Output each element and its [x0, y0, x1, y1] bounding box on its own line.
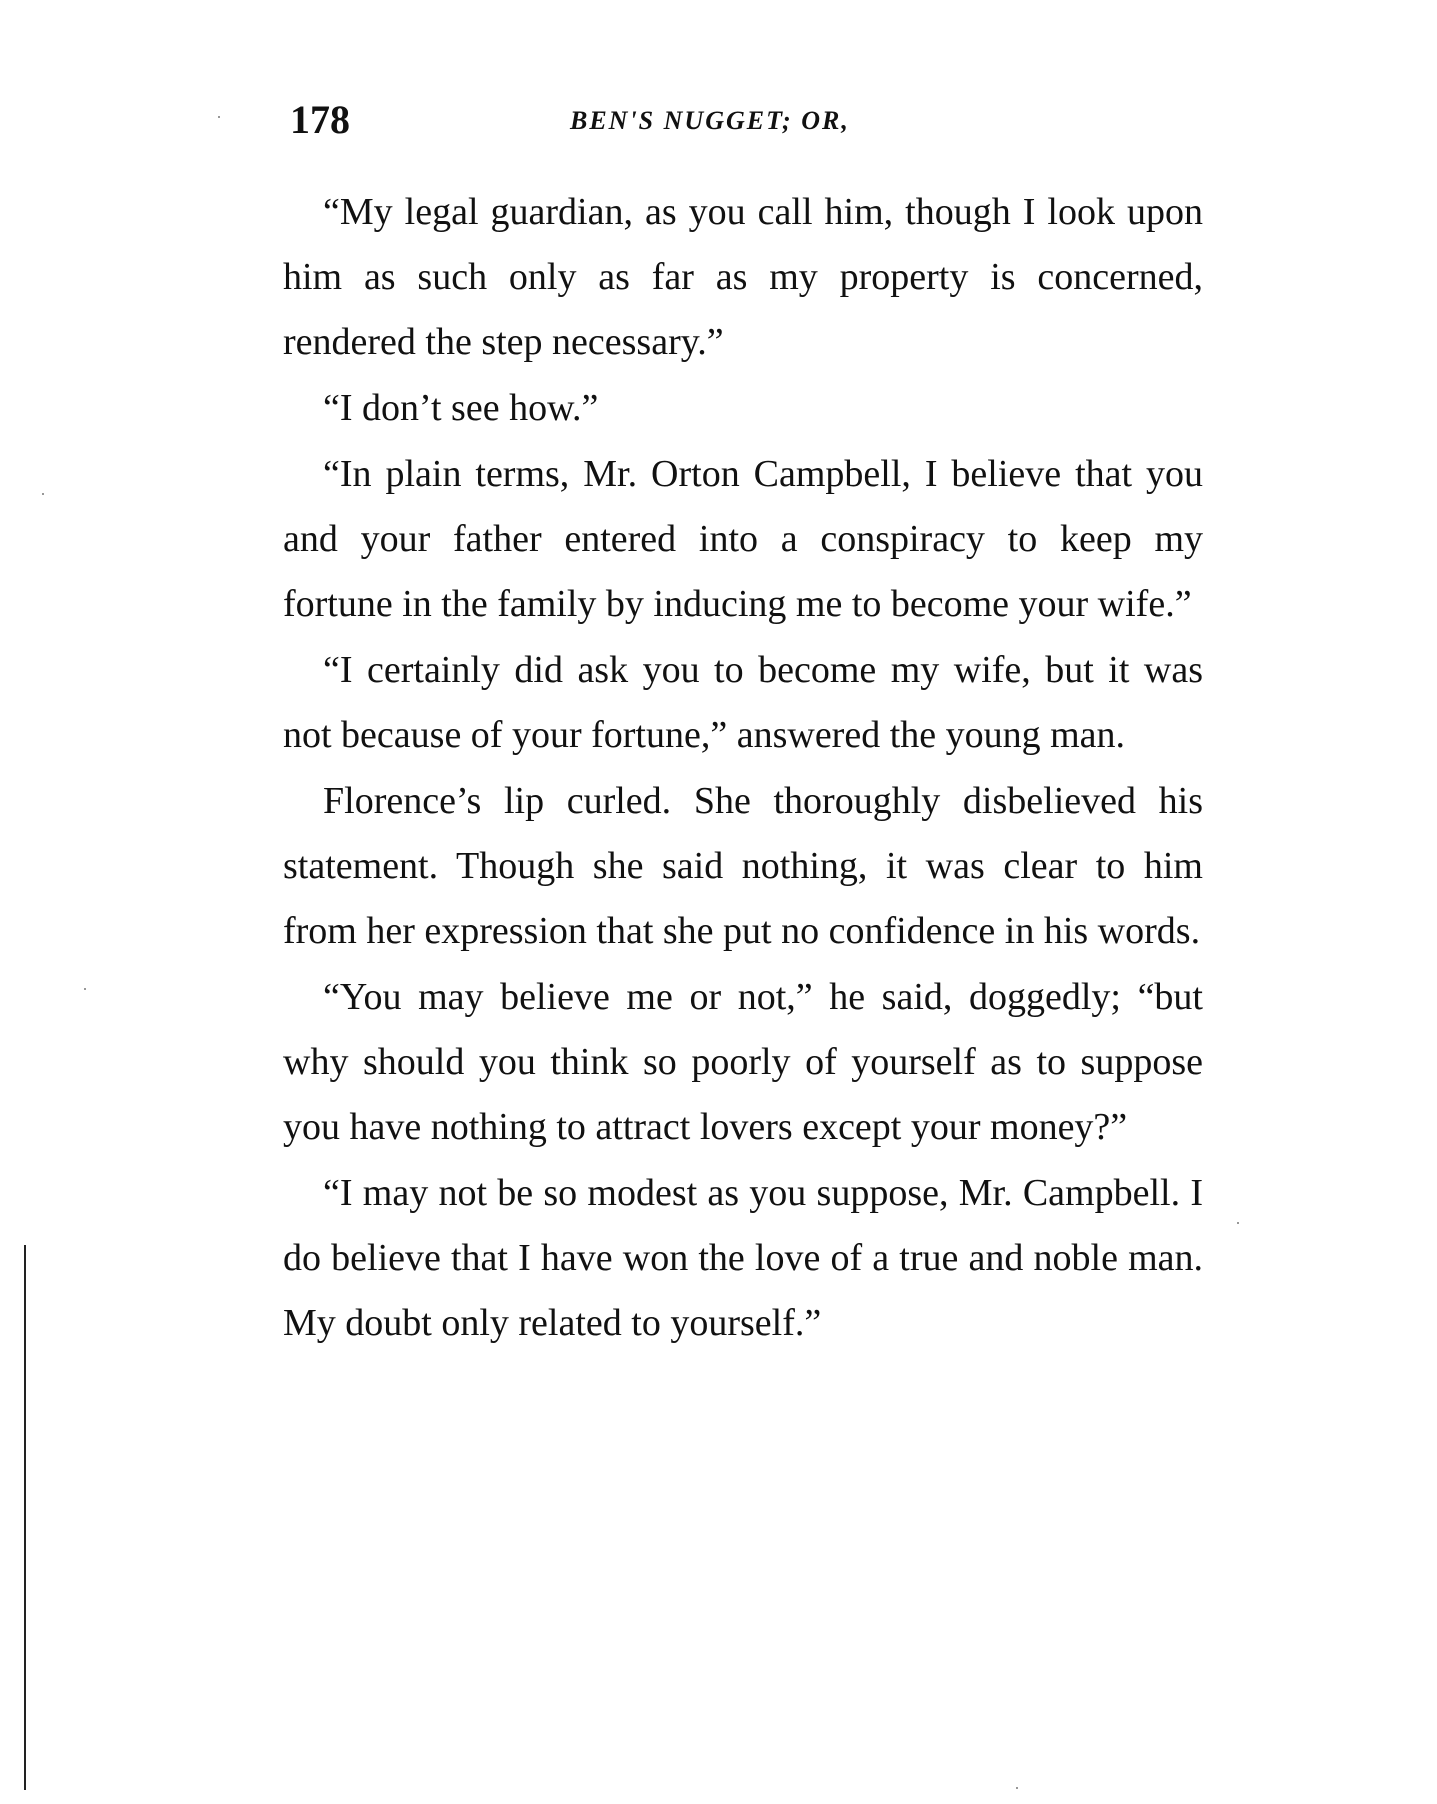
scan-speck: [1237, 1222, 1239, 1224]
paragraph: “My legal guardian, as you call him, though I look upon him as such only as far as my property is concerned, rendered the step necessary.”: [283, 191, 1203, 363]
scan-speck: [42, 493, 44, 495]
body-text: [283, 180, 1203, 1357]
page-number: 178: [290, 97, 350, 142]
page-edge-line: [24, 1245, 26, 1790]
paragraph: “I certainly did ask you to become my wife, but it was not because of your fortune,” answered the young man.: [283, 649, 1203, 756]
running-head: BEN'S NUGGET; OR,: [570, 106, 850, 135]
paragraph: “I may not be so modest as you suppose, Mr. Campbell. I do believe that I have won the love of a true and noble man. My doubt only related to yourself.”: [283, 1172, 1203, 1344]
scan-speck: [84, 988, 86, 990]
paragraph: “You may believe me or not,” he said, doggedly; “but why should you think so poorly of yourself as to suppose you have nothing to attract lovers except your money?”: [283, 976, 1203, 1148]
paragraph: Florence’s lip curled. She thoroughly disbelieved his statement. Though she said nothing, it was clear to him from her expression that she put no confidence in his words.: [283, 780, 1203, 952]
scan-speck: [218, 116, 220, 118]
page-header: [290, 96, 1210, 156]
paragraph: “I don’t see how.”: [323, 387, 599, 429]
scan-speck: [1016, 1787, 1018, 1789]
paragraph: “In plain terms, Mr. Orton Campbell, I believe that you and your father entered into a conspiracy to keep my fortune in the family by inducing me to become your wife.”: [283, 453, 1203, 625]
